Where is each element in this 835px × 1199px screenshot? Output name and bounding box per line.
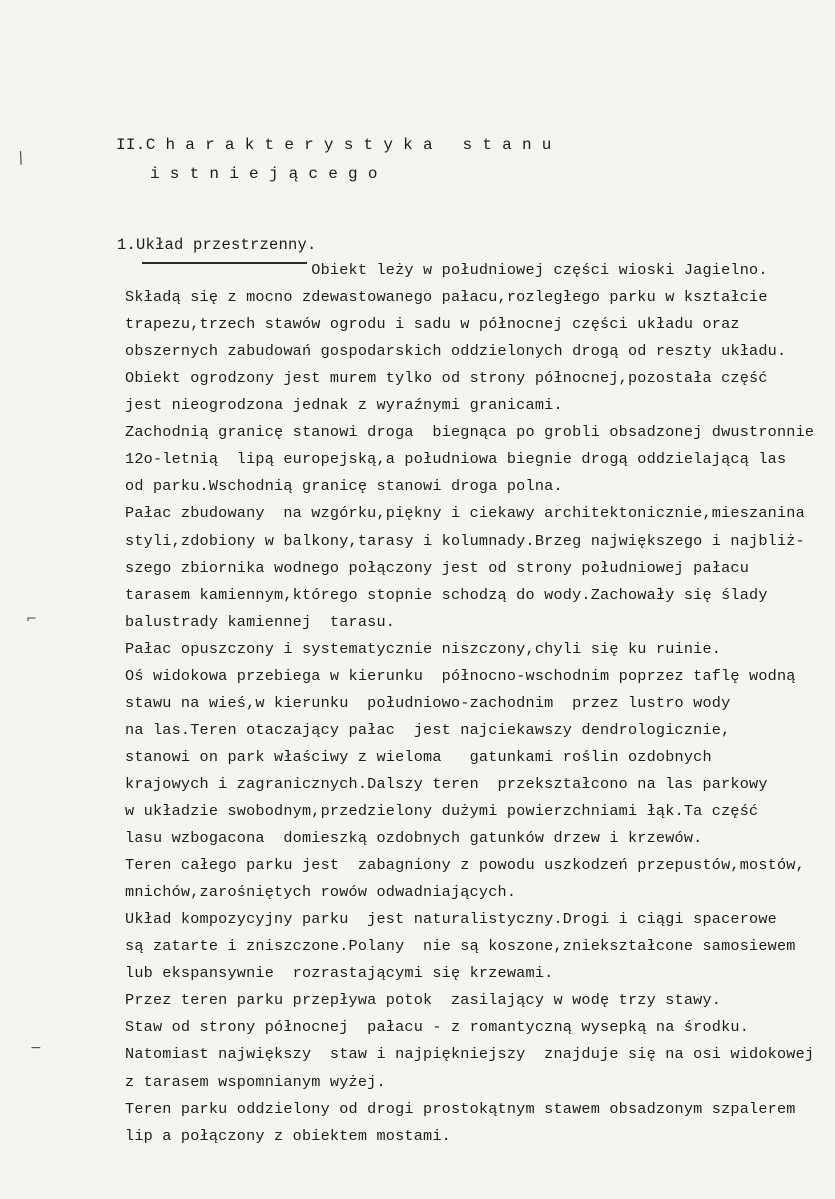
text-line: tarasem kamiennym,którego stopnie schodzą do wody.Zachowały się ślady — [125, 585, 768, 604]
text-line: Składą się z mocno zdewastowanego pałacu,rozległego parku w kształcie — [125, 288, 768, 307]
text-line: obszernych zabudowań gospodarskich oddzielonych drogą od reszty układu. — [125, 342, 787, 361]
text-line: Układ kompozycyjny parku jest naturalistyczny.Drogi i ciągi spacerowe — [125, 910, 777, 929]
text-line: Staw od strony północnej pałacu - z romantyczną wysepką na środku. — [125, 1018, 750, 1037]
margin-mark-bottom: − — [30, 1040, 42, 1056]
section-heading: II.C h a r a k t e r y s t y k a s t a n u — [116, 136, 552, 154]
text-line: lasu wzbogacona domieszką ozdobnych gatunków drzew i krzewów. — [125, 829, 703, 848]
section-heading-continued: i s t n i e j ą c e g o — [150, 165, 378, 183]
text-line: 12o-letnią lipą europejską,a południowa biegnie drogą oddzielającą las — [125, 450, 787, 469]
text-line: mnichów,zarośniętych rowów odwadniających. — [125, 883, 517, 902]
text-line: lip a połączony z obiektem mostami. — [125, 1126, 451, 1145]
text-line: krajowych i zagranicznych.Dalszy teren przekształcono na las parkowy — [125, 774, 768, 793]
text-line: stanowi on park właściwy z wieloma gatunkami roślin ozdobnych — [125, 747, 712, 766]
text-line: stawu na wieś,w kierunku południowo-zachodnim przez lustro wody — [125, 693, 731, 712]
text-line: Teren parku oddzielony od drogi prostokątnym stawem obsadzonym szpalerem — [125, 1099, 796, 1118]
text-line: Przez teren parku przepływa potok zasilający w wodę trzy stawy. — [125, 991, 722, 1010]
text-line: Obiekt ogrodzony jest murem tylko od strony północnej,pozostała część — [125, 369, 768, 388]
text-line: z tarasem wspomnianym wyżej. — [125, 1072, 386, 1091]
text-line: od parku.Wschodnią granicę stanowi droga polna. — [125, 477, 563, 496]
text-line: balustrady kamiennej tarasu. — [125, 612, 396, 631]
margin-mark-middle: ⌐ — [26, 612, 37, 627]
text-line: Pałac opuszczony i systematycznie niszczony,chyli się ku ruinie. — [125, 639, 722, 658]
text-line: Pałac zbudowany na wzgórku,piękny i ciekawy architektonicznie,mieszanina — [125, 504, 805, 523]
text-line: są zatarte i zniszczone.Polany nie są koszone,zniekształcone samosiewem — [125, 937, 796, 956]
text-line: Obiekt leży w południowej części wioski Jagielno. — [125, 261, 768, 279]
margin-mark-top: / — [14, 147, 27, 168]
text-line: Zachodnią granicę stanowi droga biegnąca po grobli obsadzonej dwustronnie — [125, 423, 815, 442]
text-line: Natomiast największy staw i najpiękniejszy znajduje się na osi widokowej — [125, 1045, 815, 1064]
text-line: w układzie swobodnym,przedzielony dużymi powierzchniami łąk.Ta część — [125, 802, 759, 820]
text-line: Teren całego parku jest zabagniony z powodu uszkodzeń przepustów,mostów, — [125, 856, 805, 875]
text-line: lub ekspansywnie rozrastającymi się krzewami. — [125, 964, 554, 983]
text-line: styli,zdobiony w balkony,tarasy i kolumnady.Brzeg największego i najbliż- — [125, 531, 805, 550]
text-line: trapezu,trzech stawów ogrodu i sadu w północnej części układu oraz — [125, 315, 740, 334]
text-line: szego zbiornika wodnego połączony jest od strony południowej pałacu — [125, 558, 750, 577]
text-line: Oś widokowa przebiega w kierunku północno-wschodnim poprzez taflę wodną — [125, 666, 796, 685]
text-line: na las.Teren otaczający pałac jest najciekawszy dendrologicznie, — [125, 720, 731, 739]
text-line: jest nieogrodzona jednak z wyraźnymi granicami. — [125, 396, 563, 415]
subsection-title: 1.Układ przestrzenny. — [117, 236, 317, 254]
